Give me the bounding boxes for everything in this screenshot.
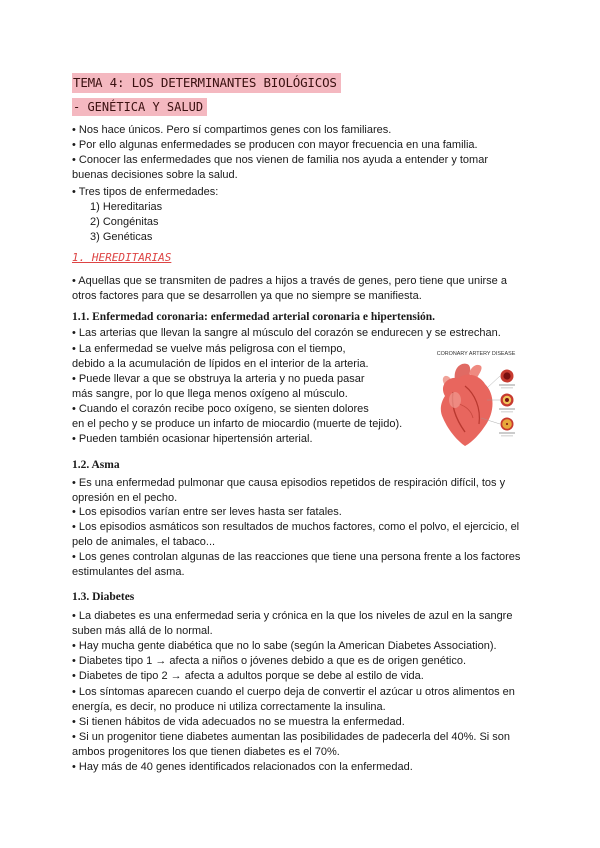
disease-type-item: 3) Genéticas (90, 231, 153, 243)
section-heading-hereditarias: 1. HEREDITARIAS (72, 251, 172, 264)
coronary-artery-disease-figure (425, 348, 527, 454)
intro-line: buenas decisiones sobre la salud. (72, 169, 238, 181)
asma-line: opresión en el pecho. (72, 492, 178, 504)
asma-line: • Los episodios asmáticos son resultados de muchos factores, como el polvo, el ejercicio, el (72, 521, 520, 533)
coronaria-line: más sangre, por lo que llega menos oxígeno al músculo. (72, 388, 348, 400)
coronaria-line: • Pueden también ocasionar hipertensión arterial. (72, 433, 313, 445)
diabetes-line: • Si un progenitor tiene diabetes aumentan las posibilidades de padecerla del 40%. Si son (72, 731, 511, 743)
page-title: TEMA 4: LOS DETERMINANTES BIOLÓGICOS (72, 73, 341, 93)
coronaria-line: • La enfermedad se vuelve más peligrosa con el tiempo, (72, 343, 346, 355)
disease-type-item: 2) Congénitas (90, 216, 159, 228)
diabetes-line: • Hay más de 40 genes identificados relacionados con la enfermedad. (72, 761, 413, 773)
diabetes-line: • Los síntomas aparecen cuando el cuerpo deja de convertir el azúcar u otros alimentos en (72, 686, 515, 698)
section-subtitle: - GENÉTICA Y SALUD (72, 98, 207, 116)
intro-line: • Nos hace únicos. Pero sí compartimos genes con los familiares. (72, 124, 392, 136)
heading-diabetes: 1.3. Diabetes (72, 591, 135, 603)
intro-line: • Tres tipos de enfermedades: (72, 186, 219, 198)
diabetes-line: • Diabetes de tipo 2 → afecta a adultos porque se debe al estilo de vida. (72, 670, 424, 682)
asma-line: pelo de animales, el tabaco... (72, 536, 216, 548)
coronaria-line: • Las arterias que llevan la sangre al músculo del corazón se endurecen y se estrechan. (72, 327, 501, 339)
diabetes-line: ambos progenitores los que tienen diabetes es el 70%. (72, 746, 340, 758)
diabetes-line: • Hay mucha gente diabética que no lo sabe (según la American Diabetes Association). (72, 640, 497, 652)
heart-body (441, 375, 493, 446)
coronaria-line: en el pecho y se produce un infarto de miocardio (muerte de tejido). (72, 418, 403, 430)
heading-asma: 1.2. Asma (72, 459, 120, 471)
diabetes-line: • Si tienen hábitos de vida adecuados no se muestra la enfermedad. (72, 716, 405, 728)
hereditarias-line: otros factores para que se desarrollen ya que no siempre se manifiesta. (72, 290, 422, 302)
asma-line: • Los episodios varían entre ser leves hasta ser fatales. (72, 506, 342, 518)
asma-line: estimulantes del asma. (72, 566, 185, 578)
asma-line: • Los genes controlan algunas de las reacciones que tiene una persona frente a los factores (72, 551, 521, 563)
diabetes-line: suben más allá de lo normal. (72, 625, 213, 637)
disease-type-item: 1) Hereditarias (90, 201, 163, 213)
heart-illustration (425, 348, 527, 454)
diabetes-line: • La diabetes es una enfermedad seria y crónica en la que los niveles de azul en la sangre (72, 610, 513, 622)
asma-line: • Es una enfermedad pulmonar que causa episodios repetidos de respiración difícil, tos y (72, 477, 506, 489)
heart-highlight (449, 392, 461, 408)
coronaria-line: • Cuando el corazón recibe poco oxígeno, se sienten dolores (72, 403, 369, 415)
figure-title: CORONARY ARTERY DISEASE (436, 351, 516, 357)
diabetes-line: • Diabetes tipo 1 → afecta a niños o jóvenes debido a que es de origen genético. (72, 655, 467, 667)
coronaria-line: debido a la acumulación de lípidos en el interior de la arteria. (72, 358, 369, 370)
heading-coronaria: 1.1. Enfermedad coronaria: enfermedad arterial coronaria e hipertensión. (72, 311, 436, 323)
hereditarias-line: • Aquellas que se transmiten de padres a hijos a través de genes, pero tiene que unirse a (72, 275, 507, 287)
intro-line: • Conocer las enfermedades que nos vienen de familia nos ayuda a entender y tomar (72, 154, 488, 166)
diabetes-line: energía, es decir, no produce ni utiliza correctamente la insulina. (72, 701, 386, 713)
coronaria-line: • Puede llevar a que se obstruya la arteria y no pueda pasar (72, 373, 365, 385)
intro-line: • Por ello algunas enfermedades se producen con mayor frecuencia en una familia. (72, 139, 478, 151)
